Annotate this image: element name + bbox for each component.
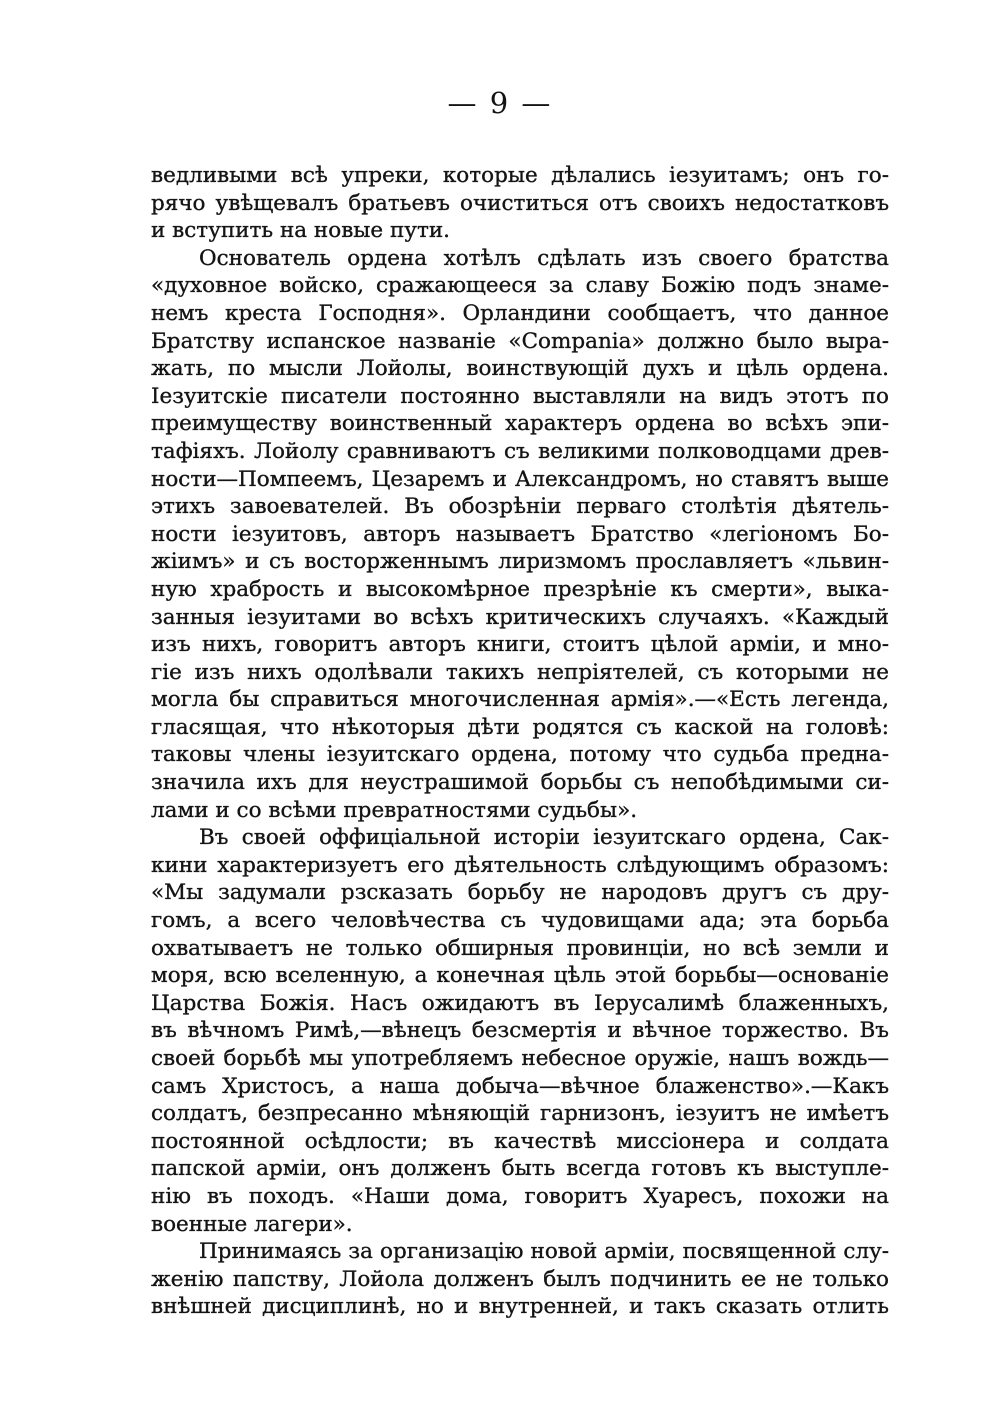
- text-line: «Мы задумали рзсказать борьбу не народовъ другъ съ дру-: [151, 880, 889, 906]
- text-line: Основатель ордена хотѣлъ сдѣлать изъ своего братства: [199, 245, 889, 271]
- text-line: изъ нихъ, говоритъ авторъ книги, стоитъ цѣлой арміи, и мно-: [151, 632, 889, 658]
- text-line: немъ креста Господня». Орландини сообщаетъ, что данное: [151, 300, 889, 326]
- text-line: рячо увѣщевалъ братьевъ очиститься отъ своихъ недостатковъ: [151, 190, 889, 216]
- text-line: «духовное войско, сражающееся за славу Божію подъ знаме-: [151, 273, 889, 299]
- text-line: въ вѣчномъ Римѣ,—вѣнецъ безсмертія и вѣчное торжество. Въ: [151, 1018, 889, 1044]
- text-line: таковы члены іезуитскаго ордена, потому что судьба предна-: [151, 742, 889, 768]
- text-line: кини характеризуетъ его дѣятельность слѣдующимъ образомъ:: [151, 852, 889, 878]
- text-line: постоянной осѣдлости; въ качествѣ миссіонера и солдата: [151, 1128, 889, 1154]
- text-line: тафіяхъ. Лойолу сравниваютъ съ великими полководцами древ-: [151, 438, 889, 464]
- body-text: [151, 162, 889, 1321]
- text-line: и вступить на новые пути.: [151, 218, 451, 244]
- text-line: солдатъ, безпресанно мѣняющій гарнизонъ, іезуитъ не имѣетъ: [151, 1101, 889, 1127]
- text-line: занныя іезуитами во всѣхъ критическихъ случаяхъ. «Каждый: [151, 604, 889, 630]
- text-line: значила ихъ для неустрашимой борьбы съ непобѣдимыми си-: [151, 770, 889, 796]
- text-line: Въ своей оффиціальной исторіи іезуитскаго ордена, Сак-: [199, 825, 889, 851]
- text-line: Братству испанское названіе «Compania» должно было выра-: [151, 328, 889, 354]
- paragraph-2: [151, 245, 889, 824]
- text-line: своей борьбѣ мы употребляемъ небесное оружіе, нашъ вождь—: [151, 1046, 889, 1071]
- text-line: охватываетъ не только обширныя провинціи, но всѣ земли и: [151, 935, 889, 961]
- paragraph-3: [151, 824, 889, 1238]
- text-line: ности—Помпеемъ, Цезаремъ и Александромъ, но ставятъ выше: [151, 466, 889, 492]
- page-number: — 9 —: [447, 86, 553, 120]
- text-line: жіимъ» и съ восторженнымъ лиризмомъ прославляетъ «львин-: [151, 549, 889, 575]
- text-line: ведливыми всѣ упреки, которые дѣлались іезуитамъ; онъ го-: [151, 163, 889, 188]
- text-line: Царства Божія. Насъ ожидаютъ въ Іерусалимѣ блаженныхъ,: [151, 990, 889, 1016]
- text-line: Іезуитскіе писатели постоянно выставляли на видъ этотъ по: [151, 383, 889, 409]
- text-line: военные лагери».: [151, 1211, 353, 1237]
- text-line: этихъ завоевателей. Въ обозрѣніи перваго столѣтія дѣятель-: [151, 494, 889, 520]
- text-line: преимуществу воинственный характеръ ордена во всѣхъ эпи-: [151, 411, 889, 437]
- text-line: могла бы справиться многочисленная армія».—«Есть легенда,: [151, 687, 889, 713]
- text-line: гомъ, а всего человѣчества съ чудовищами ада; эта борьба: [151, 908, 889, 934]
- text-line: нію въ походъ. «Наши дома, говоритъ Хуаресъ, похожи на: [151, 1183, 889, 1209]
- paragraph-1: [151, 162, 889, 245]
- paragraph-4: [151, 1238, 889, 1321]
- text-line: ную храбрость и высокомѣрное презрѣніе къ смерти», выка-: [151, 576, 889, 602]
- text-line: Принимаясь за организацію новой арміи, посвященной слу-: [199, 1239, 889, 1265]
- text-line: моря, всю вселенную, а конечная цѣль этой борьбы—основаніе: [151, 963, 889, 989]
- text-line: ности іезуитовъ, авторъ называетъ Братство «легіономъ Бо-: [151, 521, 889, 547]
- text-line: гласящая, что нѣкоторыя дѣти родятся съ каской на головѣ:: [151, 714, 889, 740]
- text-line: лами и со всѣми превратностями судьбы».: [151, 797, 638, 823]
- text-line: жать, по мысли Лойолы, воинствующій духъ и цѣль ордена.: [151, 356, 889, 382]
- text-line: женію папству, Лойола долженъ былъ подчинить ее не только: [151, 1266, 889, 1292]
- text-line: гіе изъ нихъ одолѣвали такихъ непріятелей, съ которыми не: [151, 659, 889, 685]
- text-line: папской арміи, онъ долженъ быть всегда готовъ къ выступле-: [151, 1156, 889, 1182]
- text-line: внѣшней дисциплинѣ, но и внутренней, и такъ сказать отлить: [151, 1294, 889, 1320]
- text-line: самъ Христосъ, а наша добыча—вѣчное блаженство».—Какъ: [151, 1073, 889, 1099]
